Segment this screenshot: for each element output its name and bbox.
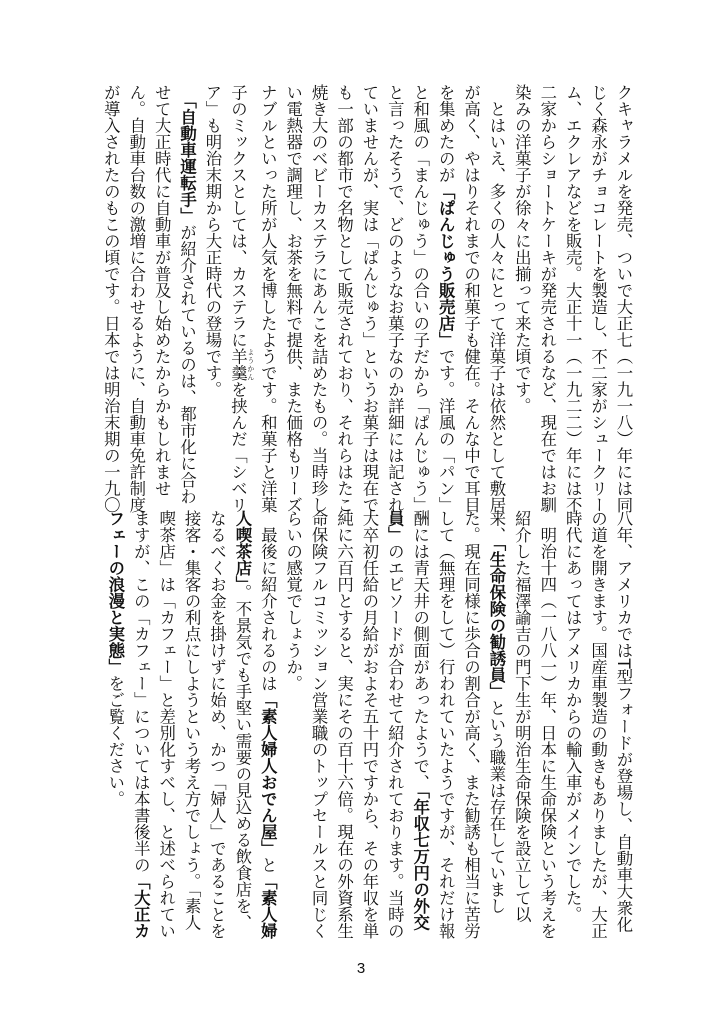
text-line	[534, 84, 559, 513]
text-line	[433, 84, 458, 513]
text-segment: 染みの洋菓子が徐々に出揃って来た頃です。	[512, 84, 532, 414]
text-line	[280, 510, 305, 934]
text-line	[509, 510, 534, 934]
text-segment: なるべくお金を掛けずに始め、かつ「婦人」であることを	[207, 510, 227, 939]
text-segment: 子のミックスとしては、カステラに	[228, 84, 248, 348]
text-segment: と和風の「まんじゅう」の合いの子だから「ぱんじゅう」	[410, 84, 430, 513]
text-segment: 二家からショートケーキが発売されるなど、現在ではお馴	[537, 84, 557, 513]
text-segment: 焼き大のベビーカステラにあんこを詰めたもの。当時珍し	[309, 84, 329, 513]
text-line	[200, 84, 225, 508]
text-segment: た。現在同様に歩合の割合が高く、また勧誘も相当に苦労	[461, 510, 481, 939]
text-segment: を挟んだ「シベリ	[228, 381, 248, 513]
bold-phrase: 「素人婦人おでん屋」	[258, 691, 278, 857]
text-line	[357, 84, 382, 513]
text-line	[611, 510, 636, 934]
text-line	[509, 84, 534, 508]
text-segment: が導入されたのもこの頃です。日本では明治末期の一九〇	[101, 84, 121, 513]
text-segment: が高く、やはりそれまでの和菓子も健在。そんな中で耳目	[461, 84, 481, 513]
bold-phrase: 「ぱんじゅう販売店」	[436, 183, 456, 348]
text-line	[357, 510, 382, 939]
text-segment: をご覧ください。	[105, 675, 125, 807]
text-segment: という職業は存在していまし	[486, 699, 506, 915]
text-line	[149, 84, 174, 508]
text-segment: とはいえ、多くの人々にとって洋菓子は依然として敷居	[486, 84, 506, 513]
ruby-reading: ようかん	[246, 348, 255, 381]
text-segment: です。洋風の「パン」	[436, 348, 456, 513]
text-line	[123, 84, 148, 513]
ruby-base: 羊羹	[228, 348, 248, 381]
text-segment: ナブルといった所が人気を博したようです。和菓子と洋菓	[258, 84, 278, 513]
text-line	[458, 84, 483, 513]
text-segment: して（無理をして）行われていたようですが、それだけ報	[436, 510, 456, 939]
text-line	[585, 510, 610, 939]
text-line	[98, 84, 123, 513]
bold-phrase: フェーの浪漫と実態」	[105, 510, 125, 675]
text-line	[204, 510, 229, 939]
text-block-bottom	[100, 510, 636, 939]
text-segment: の道を開きます。国産車製造の動きもありましたが、大正	[588, 510, 608, 939]
text-line	[611, 84, 636, 513]
text-segment: ア」も明治末期から大正時代の登場です。	[203, 84, 222, 398]
text-line	[484, 84, 509, 513]
text-segment: 命保険フルコミッション営業職のトップセールスと同じく	[309, 510, 329, 939]
bold-phrase: 人喫茶店」	[232, 510, 252, 585]
text-segment: 酬には青天井の側面があったようで、	[410, 510, 430, 791]
text-segment: 純に六百円とすると、実にその百十六倍。現在の外資系生	[334, 510, 354, 939]
text-line	[534, 510, 559, 939]
bold-phrase: 「年収七万円の外交	[410, 790, 430, 931]
text-line	[407, 84, 432, 513]
text-segment: も一部の都市で名物として販売されており、それらはたこ	[334, 84, 354, 513]
text-segment: せて大正時代に自動車が普及し始めたからかもしれませ	[152, 84, 172, 497]
text-line	[128, 510, 153, 939]
text-segment: 時代にあってはアメリカからの輸入車がメインでした。	[563, 510, 583, 923]
text-line	[560, 84, 585, 513]
text-segment: 。不景気でも手堅い需要の見込める飲食店を、	[232, 584, 252, 931]
text-line	[382, 84, 407, 513]
text-segment: 来、	[486, 510, 506, 543]
text-line	[153, 510, 178, 939]
text-segment: ん。自動車台数の激増に合わせるように、自動車免許制度	[126, 84, 146, 513]
bold-phrase: 「素人婦	[258, 873, 278, 939]
text-line	[407, 510, 432, 934]
text-line	[174, 84, 199, 508]
text-segment: ますが、この「カフェー」については本書後半の	[131, 510, 151, 873]
text-line	[433, 510, 458, 939]
bold-phrase: 「大正カ	[131, 873, 151, 939]
text-segment: ム、エクレアなどを販売。大正十一（一九二二）年には不	[563, 84, 583, 513]
text-segment: のエピソードが合わせて紹介されております。当時の	[385, 543, 405, 939]
text-segment: 喫茶店」は「カフェー」と差別化すべし、と述べられてい	[156, 510, 176, 939]
bold-phrase: 員」	[385, 510, 405, 543]
text-segment: 接客・集客の利点にしようという考え方でしょう。「素人	[182, 510, 202, 931]
text-line	[484, 510, 509, 934]
text-line	[280, 84, 305, 513]
text-segment: 大卒初任給の月給がおよそ五十円ですから、その年収を単	[359, 510, 379, 939]
text-line	[102, 510, 127, 934]
text-segment: 八年、アメリカではT型フォードが登場し、自動車大衆化	[614, 510, 633, 933]
text-line	[382, 510, 407, 939]
text-segment: と言ったそうで、どのようなお菓子なのか詳細には記され	[385, 84, 405, 513]
text-line	[585, 84, 610, 513]
text-line	[225, 84, 255, 513]
text-segment: らいの感覚でしょうか。	[283, 510, 303, 692]
text-line	[230, 510, 255, 934]
text-segment: と	[258, 856, 278, 873]
text-segment	[178, 84, 197, 101]
text-segment: 明治十四（一八八一）年、日本に生命保険という考えを	[537, 510, 557, 939]
text-line	[331, 510, 356, 939]
text-line	[255, 84, 280, 513]
text-line	[255, 510, 280, 939]
text-segment: ていませんが、実は「ぱんじゅう」というお菓子は現在で	[359, 84, 379, 513]
text-line	[306, 510, 331, 939]
text-line	[179, 510, 204, 934]
text-segment: 紹介した福澤諭吉の門下生が明治生命保険を設立して以	[512, 510, 532, 923]
page-number: 3	[356, 960, 366, 977]
bold-phrase: 「生命保険の勧誘員」	[486, 543, 506, 700]
text-block-top	[100, 84, 636, 513]
text-line	[560, 510, 585, 934]
text-segment: 最後に紹介されるのは	[258, 510, 278, 692]
ruby-text	[228, 348, 255, 381]
text-line	[306, 84, 331, 513]
text-line	[331, 84, 356, 513]
text-line	[458, 510, 483, 939]
text-segment: が紹介されているのは、都市化に合わ	[177, 224, 197, 505]
bold-phrase: 「自動車運転手」	[177, 100, 197, 225]
text-segment: い電熱器で調理し、お茶を無料で提供、また価格もリーズ	[283, 84, 303, 513]
text-segment: クキャラメルを発売、ついで大正七（一九一八）年には同	[614, 84, 633, 513]
text-segment: じく森永がチョコレートを製造し、不二家がシュークリー	[588, 84, 608, 513]
text-segment: を集めたのが	[436, 84, 456, 183]
